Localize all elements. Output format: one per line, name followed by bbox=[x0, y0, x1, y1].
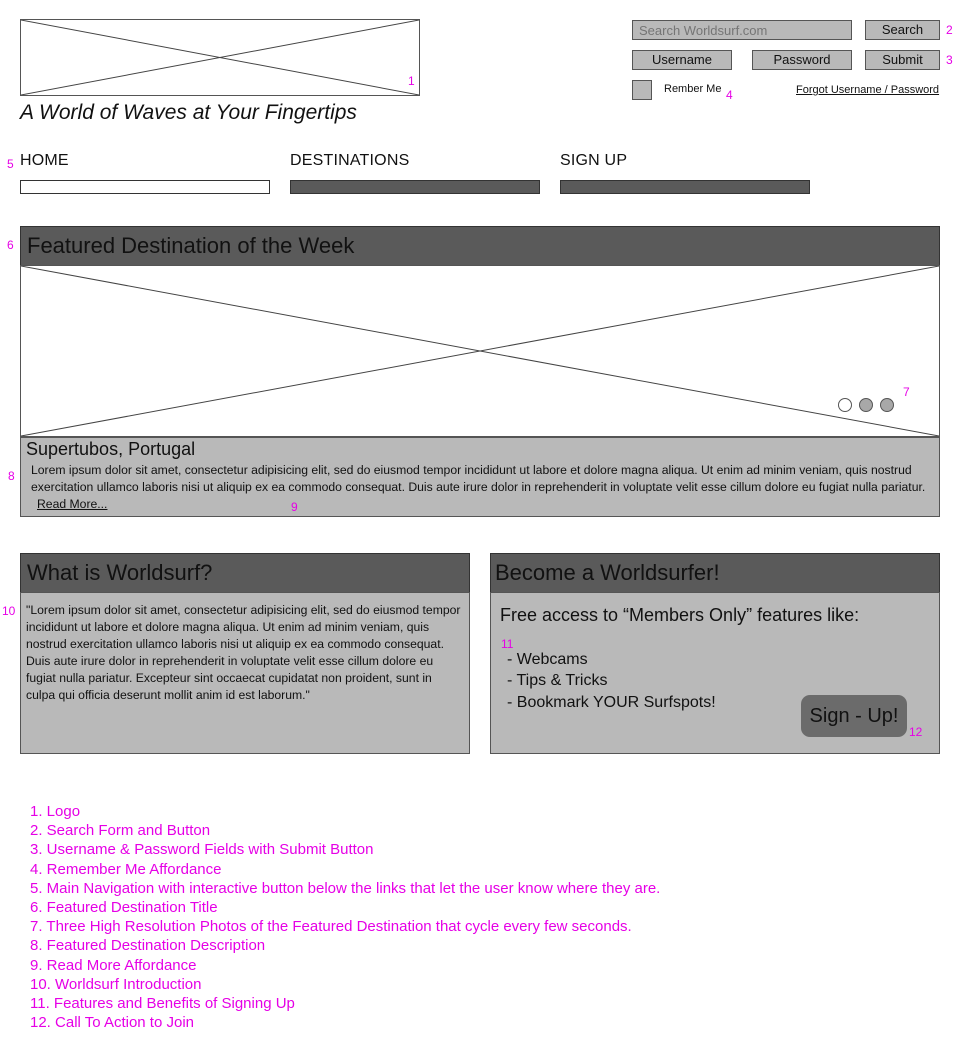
legend-item: 3. Username & Password Fields with Submit Button bbox=[30, 841, 374, 858]
join-title: Become a Worldsurfer! bbox=[490, 553, 940, 593]
legend-item: 2. Search Form and Button bbox=[30, 822, 211, 839]
marker-5: 5 bbox=[7, 157, 14, 171]
featured-description-text: Lorem ipsum dolor sit amet, consectetur adipisicing elit, sed do eiusmod tempor incididunt ut labore et dolore magna aliqua. Ut enim ad minim veniam, quis nostrud exercitation ullamco laboris nisi ut aliquip ex ea commodo consequat. Duis aute irure dolor in reprehenderit in voluptate velit esse cillum dolore eu fugiat nulla pariatur. bbox=[31, 463, 926, 494]
legend-item: 12. Call To Action to Join bbox=[30, 1014, 194, 1031]
nav-indicator-signup[interactable] bbox=[560, 180, 810, 194]
nav-signup-link[interactable]: SIGN UP bbox=[560, 152, 628, 169]
nav-indicator-home[interactable] bbox=[20, 180, 270, 194]
image-placeholder-icon bbox=[21, 266, 939, 436]
password-field[interactable]: Password bbox=[752, 50, 852, 70]
marker-3: 3 bbox=[946, 53, 953, 67]
marker-4: 4 bbox=[726, 88, 733, 102]
marker-1: 1 bbox=[408, 74, 415, 88]
nav-home-link[interactable]: HOME bbox=[20, 152, 69, 169]
featured-photo bbox=[20, 265, 940, 437]
marker-8: 8 bbox=[8, 469, 15, 483]
forgot-credentials-link[interactable]: Forgot Username / Password bbox=[796, 84, 940, 96]
marker-11: 11 bbox=[501, 637, 514, 651]
featured-description-panel bbox=[20, 437, 940, 517]
legend-item: 10. Worldsurf Introduction bbox=[30, 976, 202, 993]
legend-item: 9. Read More Affordance bbox=[30, 957, 197, 974]
about-body: "Lorem ipsum dolor sit amet, consectetur adipisicing elit, sed do eiusmod tempor incididunt ut labore et dolore magna aliqua. Ut enim ad minim veniam, quis nostrud exercitation ullamco laboris nisi ut aliquip ex ea commodo consequat. Duis aute irure dolor in reprehenderit in voluptate velit esse cillum dolore eu fugiat nulla pariatur. Excepteur sint occaecat cupidatat non proident, sunt in culpa qui officia deserunt mollit anim id est laborum." bbox=[26, 603, 461, 702]
nav-indicator-destinations[interactable] bbox=[290, 180, 540, 194]
search-button[interactable]: Search bbox=[865, 20, 940, 40]
username-field[interactable]: Username bbox=[632, 50, 732, 70]
about-title: What is Worldsurf? bbox=[20, 553, 470, 593]
read-more-link[interactable]: Read More... bbox=[37, 497, 108, 511]
marker-7: 7 bbox=[903, 385, 910, 399]
search-input[interactable] bbox=[632, 20, 852, 40]
marker-12: 12 bbox=[909, 725, 923, 739]
legend-item: 5. Main Navigation with interactive button below the links that let the user know where they are. bbox=[30, 880, 661, 897]
legend-item: 6. Featured Destination Title bbox=[30, 899, 218, 916]
image-placeholder-icon bbox=[21, 20, 419, 95]
remember-me-label: Rember Me bbox=[664, 83, 722, 95]
remember-me-checkbox[interactable] bbox=[632, 80, 652, 100]
marker-9: 9 bbox=[291, 500, 298, 514]
submit-button[interactable]: Submit bbox=[865, 50, 940, 70]
legend-item: 4. Remember Me Affordance bbox=[30, 861, 222, 878]
featured-description bbox=[31, 462, 931, 513]
feature-item-tips: - Tips & Tricks bbox=[507, 672, 608, 689]
feature-item-bookmark: - Bookmark YOUR Surfspots! bbox=[507, 694, 716, 711]
featured-place: Supertubos, Portugal bbox=[26, 439, 196, 459]
signup-cta-button[interactable]: Sign - Up! bbox=[801, 695, 907, 737]
tagline: A World of Waves at Your Fingertips bbox=[20, 101, 357, 124]
join-panel bbox=[490, 592, 940, 754]
join-intro: Free access to “Members Only” features like: bbox=[500, 605, 860, 625]
carousel-dot-2[interactable] bbox=[859, 398, 873, 412]
logo-placeholder[interactable] bbox=[20, 19, 420, 96]
featured-title: Featured Destination of the Week bbox=[20, 226, 940, 266]
about-panel bbox=[20, 592, 470, 754]
legend-item: 11. Features and Benefits of Signing Up bbox=[30, 995, 295, 1012]
feature-item-webcams: - Webcams bbox=[507, 651, 588, 668]
legend-item: 8. Featured Destination Description bbox=[30, 937, 266, 954]
nav-destinations-link[interactable]: DESTINATIONS bbox=[290, 152, 410, 169]
marker-2: 2 bbox=[946, 23, 953, 37]
carousel-dot-1[interactable] bbox=[838, 398, 852, 412]
legend-item: 7. Three High Resolution Photos of the Featured Destination that cycle every few seconds. bbox=[30, 918, 632, 935]
marker-10: 10 bbox=[2, 604, 16, 618]
legend-item: 1. Logo bbox=[30, 803, 81, 820]
carousel-dot-3[interactable] bbox=[880, 398, 894, 412]
marker-6: 6 bbox=[7, 238, 14, 252]
